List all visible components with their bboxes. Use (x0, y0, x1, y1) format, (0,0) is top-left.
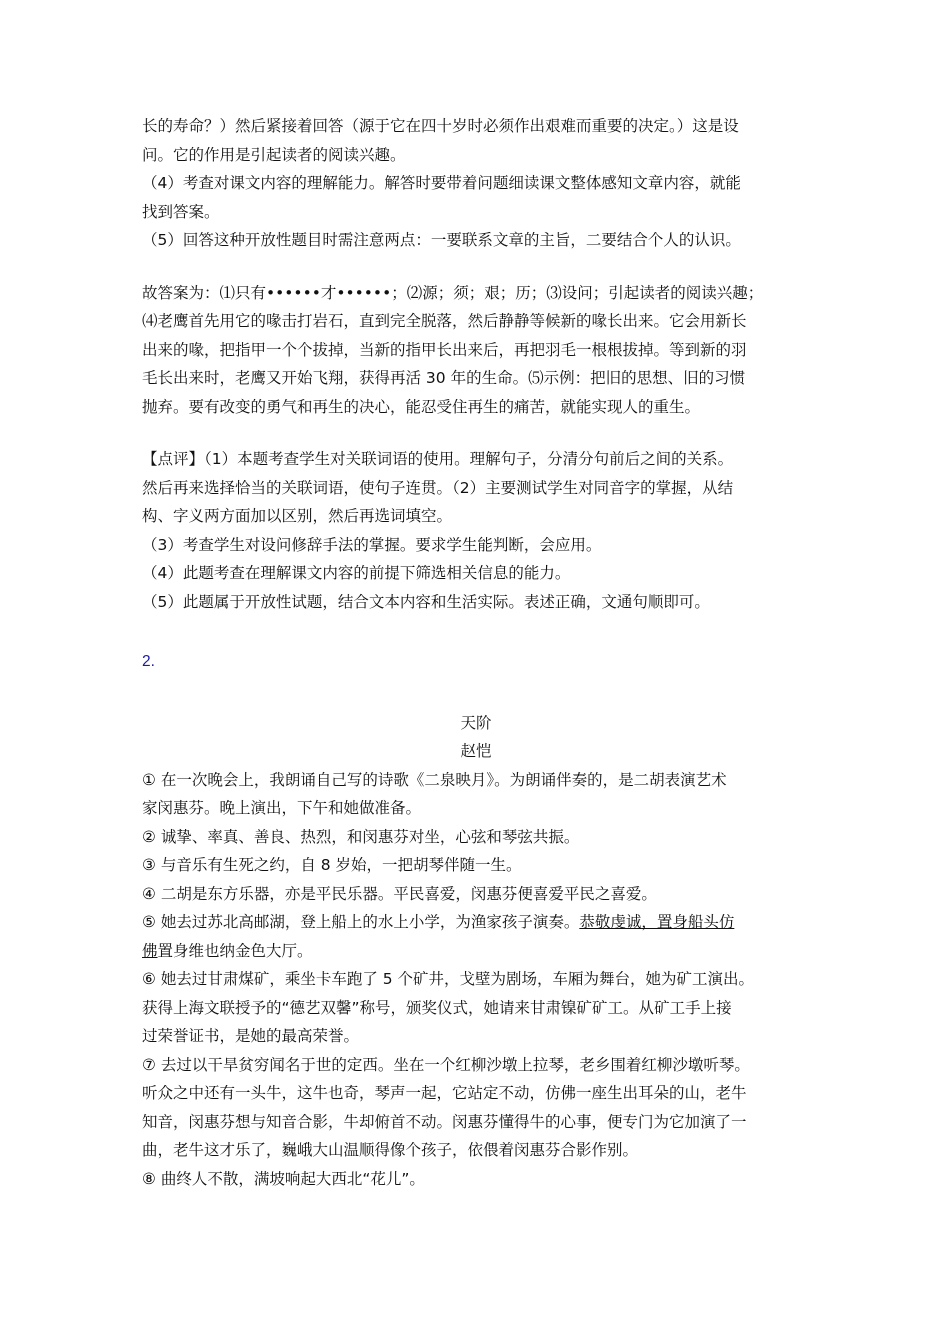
text-line: （4）考查对课文内容的理解能力。解答时要带着问题细读课文整体感知文章内容，就能 (142, 174, 741, 192)
comment-section (142, 445, 810, 616)
paragraph-1: ① 在一次晚会上，我朗诵自己写的诗歌《二泉映月》。为朗诵伴奏的，是二胡表演艺术 (142, 770, 727, 789)
text-line: （4）此题考查在理解课文内容的前提下筛选相关信息的能力。 (142, 564, 571, 582)
answer-explanation (142, 112, 810, 255)
paragraph-6: ⑥ 她去过甘肃煤矿，乘坐卡车跑了 5 个矿井，戈壁为剧场，车厢为舞台，她为矿工演出。 (142, 970, 755, 988)
paragraph-7: ⑦ 去过以干旱贫穷闻名于世的定西。坐在一个红柳沙墩上拉琴，老乡围着红柳沙墩听琴。 (142, 1055, 750, 1074)
text-line: 构、字义两方面加以区别，然后再选词填空。 (142, 507, 453, 525)
paragraph-6-cont: 获得上海文联授予的“德艺双馨”称号，颁奖仪式，她请来甘肃镍矿矿工。从矿工手上接 (142, 998, 732, 1017)
paragraph-3: ③ 与音乐有生死之约，自 8 岁始，一把胡琴伴随一生。 (142, 856, 522, 874)
text-line: ⑷老鹰首先用它的喙击打岩石，直到完全脱落，然后静静等候新的喙长出来。它会用新长 (142, 312, 747, 330)
paragraph-5-text: ⑤ 她去过苏北高邮湖，登上船上的水上小学，为渔家孩子演奏。 (142, 913, 580, 931)
underlined-phrase: 恭敬虔诚，置身船头仿 (579, 913, 735, 931)
text-line: 然后再来选择恰当的关联词语，使句子连贯。（2）主要测试学生对同音字的掌握，从结 (142, 478, 734, 497)
text-line: 长的寿命？）然后紧接着回答（源于它在四十岁时必须作出艰难而重要的决定。）这是设 (142, 117, 739, 135)
paragraph-6-cont: 过荣誉证书，是她的最高荣誉。 (142, 1027, 360, 1045)
text-line: 故答案为：⑴只有••••••才••••••；⑵源；须；艰；历；⑶设问；引起读者的阅读兴趣； (142, 283, 764, 302)
passage (142, 709, 810, 1194)
text-line: 毛长出来时，老鹰又开始飞翔，获得再活 30 年的生命。⑸示例：把旧的思想、旧的习惯 (142, 369, 746, 387)
text-line: （3）考查学生对设问修辞手法的掌握。要求学生能判断，会应用。 (142, 535, 602, 554)
document-page (142, 112, 810, 1193)
text-line: 抛弃。要有改变的勇气和再生的决心，能忍受住再生的痛苦，就能实现人的重生。 (142, 397, 701, 416)
passage-title: 天阶 (460, 713, 492, 732)
text-line: （5）回答这种开放性题目时需注意两点：一要联系文章的主旨，二要结合个人的认识。 (142, 231, 741, 249)
passage-author: 赵恺 (460, 742, 492, 760)
paragraph-7-cont: 知音，闵惠芬想与知音合影，牛却俯首不动。闵惠芬懂得牛的心事，便专门为它加演了一 (142, 1112, 747, 1131)
answer-summary (142, 279, 810, 422)
paragraph-8: ⑧ 曲终人不散，满坡响起大西北“花儿”。 (142, 1169, 425, 1188)
text-line: 出来的喙，把指甲一个个拔掉，当新的指甲长出来后，再把羽毛一根根拔掉。等到新的羽 (142, 340, 747, 359)
text-line: 【点评】（1）本题考查学生对关联词语的使用。理解句子，分清分句前后之间的关系。 (142, 450, 734, 468)
paragraph-4: ④ 二胡是东方乐器，亦是平民乐器。平民喜爱，闵惠芬便喜爱平民之喜爱。 (142, 884, 657, 903)
paragraph-5-text-end: 置身维也纳金色大厅。 (157, 941, 313, 960)
text-line: （5）此题属于开放性试题，结合文本内容和生活实际。表述正确，文通句顺即可。 (142, 592, 710, 611)
paragraph-5 (142, 908, 810, 937)
question-number: 2. (142, 653, 155, 670)
text-line: 问。它的作用是引起读者的阅读兴趣。 (142, 145, 406, 164)
paragraph-7-cont: 听众之中还有一头牛，这牛也奇，琴声一起，它站定不动，仿佛一座生出耳朵的山，老牛 (142, 1084, 747, 1102)
text-line: 找到答案。 (142, 202, 220, 221)
paragraph-2: ② 诚挚、率真、善良、热烈，和闵惠芬对坐，心弦和琴弦共振。 (142, 827, 580, 846)
paragraph-7-cont: 曲，老牛这才乐了，巍峨大山温顺得像个孩子，依偎着闵惠芬合影作别。 (142, 1141, 639, 1159)
underlined-phrase-end: 佛 (142, 941, 158, 960)
paragraph-5-cont (142, 937, 810, 966)
paragraph-1-cont: 家闵惠芬。晚上演出，下午和她做准备。 (142, 799, 422, 817)
